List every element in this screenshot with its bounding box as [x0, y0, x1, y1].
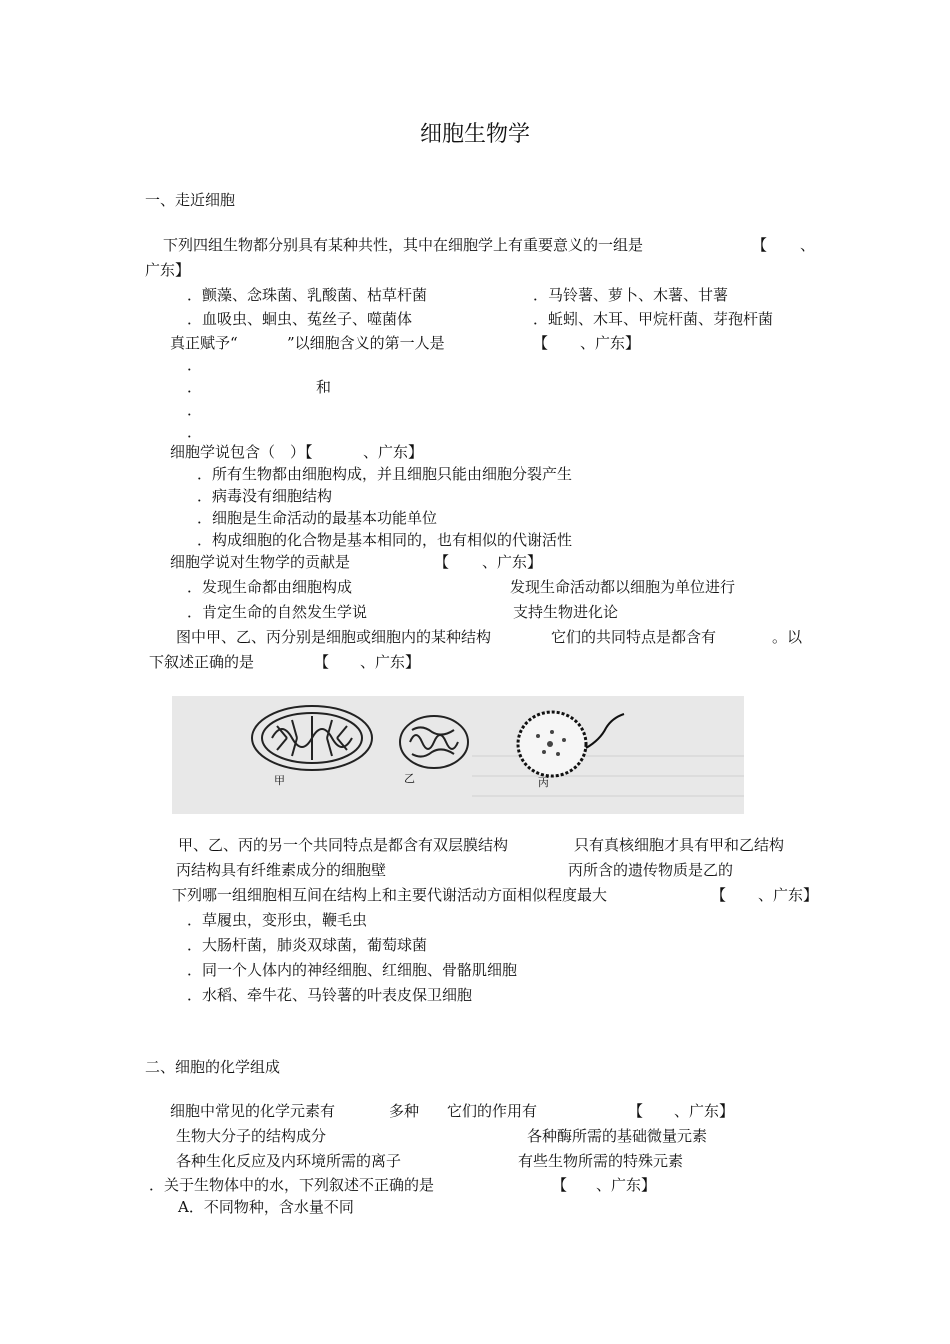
q4-option-d: 支持生物进化论 [513, 603, 619, 621]
q2-option-c: ． [187, 401, 203, 419]
q3-option-b: ．病毒没有细胞结构 [197, 487, 333, 505]
figure-label-yi: 乙 [404, 772, 415, 785]
q5-option-b: 只有真核细胞才具有甲和乙结构 [574, 836, 785, 854]
q4-bracket: 【 [434, 553, 450, 571]
s2-q1-option-b: 各种酶所需的基础微量元素 [527, 1127, 708, 1145]
q5-source: 、广东】 [360, 653, 421, 671]
section-heading-1: 一、走近细胞 [145, 191, 236, 209]
q2-option-b-and: 和 [316, 378, 332, 396]
q3-option-c: ．细胞是生命活动的最基本功能单位 [197, 509, 438, 527]
q4-option-b: 发现生命活动都以细胞为单位进行 [510, 578, 736, 596]
figure-label-bing: 丙 [538, 776, 549, 789]
q1-option-c: ．血吸虫、蛔虫、菟丝子、噬菌体 [187, 310, 413, 328]
q5-option-c: 丙结构具有纤维素成分的细胞壁 [176, 861, 387, 879]
s2-q2-source: 、广东】 [596, 1176, 657, 1194]
q6-bracket: 【 [711, 886, 727, 904]
section-heading-2: 二、细胞的化学组成 [145, 1058, 281, 1076]
q1-option-b: ．马铃薯、萝卜、木薯、甘薯 [533, 286, 729, 304]
q2-option-a: ． [187, 356, 203, 374]
s2-q1-source: 、广东】 [674, 1102, 735, 1120]
q3-source: 、广东】 [363, 443, 424, 461]
q5-stem-c: 。以 [772, 628, 803, 646]
q1-comma: 、 [800, 236, 816, 254]
q5-option-a: 甲、乙、丙的另一个共同特点是都含有双层膜结构 [178, 836, 509, 854]
q4-option-c: ．肯定生命的自然发生学说 [187, 603, 368, 621]
q6-option-b: ．大肠杆菌，肺炎双球菌，葡萄球菌 [187, 936, 428, 954]
q6-stem: 下列哪一组细胞相互间在结构上和主要代谢活动方面相似程度最大 [172, 886, 608, 904]
q5-stem-a: 图中甲、乙、丙分别是细胞或细胞内的某种结构 [176, 628, 492, 646]
q4-stem: 细胞学说对生物学的贡献是 [170, 553, 351, 571]
s2-q2-stem: ．关于生物体中的水，下列叙述不正确的是 [149, 1176, 435, 1194]
q6-option-c: ．同一个人体内的神经细胞、红细胞、骨骼肌细胞 [187, 961, 518, 979]
q5-stem-b: 它们的共同特点是都含有 [551, 628, 717, 646]
q3-option-a: ．所有生物都由细胞构成，并且细胞只能由细胞分裂产生 [197, 465, 573, 483]
q1-option-a: ．颤藻、念珠菌、乳酸菌、枯草杆菌 [187, 286, 428, 304]
cell-structures-figure [172, 696, 744, 814]
figure-label-jia: 甲 [274, 774, 285, 787]
q6-option-a: ．草履虫，变形虫，鞭毛虫 [187, 911, 368, 929]
q2-option-b: ． [187, 378, 203, 396]
structure-jia [252, 706, 372, 770]
q2-stem-a: 真正赋予“ [170, 334, 238, 352]
s2-q1-stem-c: 它们的作用有 [447, 1102, 538, 1120]
page-title: 细胞生物学 [419, 122, 530, 147]
s2-q1-bracket: 【 [628, 1102, 644, 1120]
q1-bracket: 【 [752, 236, 768, 254]
q4-source: 、广东】 [482, 553, 543, 571]
s2-q1-stem-b: 多种 [389, 1102, 420, 1120]
q1-source: 广东】 [145, 261, 191, 279]
q3-stem: 细胞学说包含（ ）【 [170, 443, 313, 461]
q3-option-d: ．构成细胞的化合物是基本相同的，也有相似的代谢活性 [197, 531, 573, 549]
q2-bracket: 【 [533, 334, 549, 352]
q6-option-d: ．水稻、牵牛花、马铃薯的叶表皮保卫细胞 [187, 986, 473, 1004]
q2-stem-b: ”以细胞含义的第一人是 [287, 334, 445, 352]
q2-source: 、广东】 [580, 334, 641, 352]
q5-option-d: 丙所含的遗传物质是乙的 [568, 861, 734, 879]
structure-bing [518, 712, 624, 776]
structure-yi [400, 716, 468, 768]
s2-q1-stem-a: 细胞中常见的化学元素有 [170, 1102, 336, 1120]
q1-stem: 下列四组生物都分别具有某种共性，其中在细胞学上有重要意义的一组是 [163, 236, 644, 254]
s2-q1-option-a: 生物大分子的结构成分 [176, 1127, 327, 1145]
q5-stem-d: 下叙述正确的是 [149, 653, 255, 671]
q6-source: 、广东】 [758, 886, 819, 904]
q1-option-d: ．蚯蚓、木耳、甲烷杆菌、芽孢杆菌 [533, 310, 774, 328]
q4-option-a: ．发现生命都由细胞构成 [187, 578, 353, 596]
q2-option-d: ． [187, 423, 203, 441]
s2-q1-option-c: 各种生化反应及内环境所需的离子 [176, 1152, 402, 1170]
s2-q2-bracket: 【 [552, 1176, 568, 1194]
s2-q2-option-a: A．不同物种，含水量不同 [178, 1198, 354, 1216]
s2-q1-option-d: 有些生物所需的特殊元素 [518, 1152, 684, 1170]
q5-bracket: 【 [314, 653, 330, 671]
